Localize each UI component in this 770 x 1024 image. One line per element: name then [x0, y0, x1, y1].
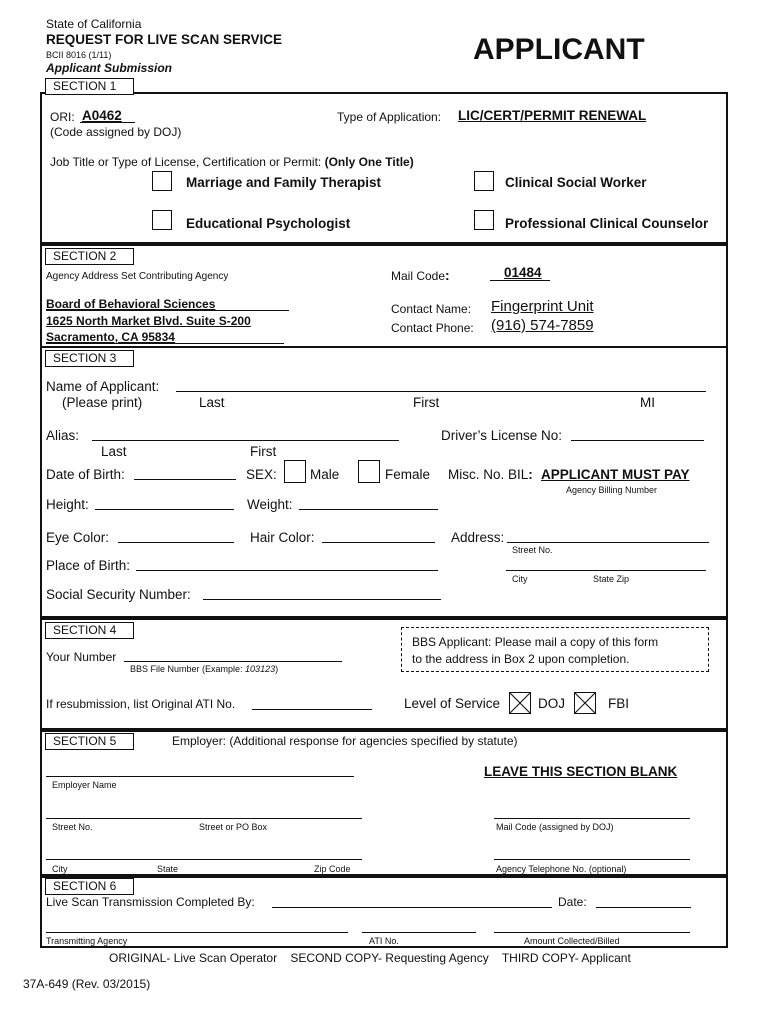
alias-label: Alias: [46, 428, 80, 443]
contact-name-label: Contact Name: [391, 302, 472, 316]
male-label: Male [310, 467, 340, 482]
agency-phone-field[interactable] [494, 859, 690, 860]
bbs-note-line-2: to the address in Box 2 upon completion. [412, 652, 630, 666]
mail-code-label: Mail Code: [391, 267, 450, 283]
copy-distribution: ORIGINAL- Live Scan Operator SECOND COPY- Requesting Agency THIRD COPY- Applicant [109, 951, 631, 965]
doj-label: DOJ [538, 696, 565, 711]
checkbox-fbi[interactable] [574, 692, 596, 714]
misc-number-label: Misc. No. BIL: [448, 467, 533, 482]
x-mark-icon [575, 693, 595, 713]
section-3-label: SECTION 3 [45, 350, 134, 367]
checkbox-male[interactable] [284, 460, 306, 483]
transmitting-agency-field[interactable] [46, 932, 348, 933]
checkbox-csw[interactable] [474, 171, 494, 191]
sex-label: SEX: [246, 467, 277, 482]
completed-by-field[interactable] [272, 907, 552, 908]
drivers-license-label: Driver’s License No: [441, 428, 563, 443]
section-5-label: SECTION 5 [45, 733, 134, 750]
alias-field[interactable] [92, 440, 399, 441]
level-of-service-label: Level of Service [404, 696, 501, 711]
agency-address-label: Agency Address Set Contributing Agency [46, 271, 229, 282]
checkbox-female[interactable] [358, 460, 380, 483]
hair-color-field[interactable] [322, 542, 435, 543]
drivers-license-field[interactable] [571, 440, 704, 441]
zip-code-label: Zip Code [314, 864, 351, 874]
job-title-note: (Only One Title) [324, 155, 414, 169]
mail-code-value[interactable]: 01484 [504, 265, 542, 280]
checkbox-doj[interactable] [509, 692, 531, 714]
fbi-label: FBI [608, 696, 630, 711]
checkbox-pcc[interactable] [474, 210, 494, 230]
applicant-name-label: Name of Applicant: [46, 379, 160, 394]
option-ep: Educational Psychologist [186, 216, 351, 231]
section-6-label: SECTION 6 [45, 878, 134, 895]
ori-value[interactable]: A0462 [82, 108, 122, 123]
place-of-birth-label: Place of Birth: [46, 558, 131, 573]
contact-phone-value[interactable]: (916) 574-7859 [491, 317, 594, 334]
section-1-label: SECTION 1 [45, 78, 134, 95]
option-csw: Clinical Social Worker [505, 175, 647, 190]
employer-note: Employer: (Additional response for agencies specified by statute) [172, 734, 518, 748]
dob-field[interactable] [134, 479, 236, 480]
applicant-name-note: (Please print) [62, 395, 143, 410]
job-title-label: Job Title or Type of License, Certification or Permit: (Only One Title) [50, 155, 414, 169]
section-4-label: SECTION 4 [45, 622, 134, 639]
copy-label: APPLICANT [473, 33, 645, 66]
amount-collected-label: Amount Collected/Billed [524, 936, 620, 946]
applicant-name-field[interactable] [176, 391, 706, 392]
weight-field[interactable] [299, 509, 438, 510]
eye-color-field[interactable] [118, 542, 234, 543]
section-2-label: SECTION 2 [45, 248, 134, 265]
form-code: BCII 8016 (1/11) [46, 50, 112, 60]
employer-street-field[interactable] [46, 818, 362, 819]
state-zip-label: State Zip [593, 574, 630, 584]
leave-blank-label: LEAVE THIS SECTION BLANK [484, 764, 678, 779]
weight-label: Weight: [247, 497, 293, 512]
state-label: State of California [46, 17, 142, 31]
option-pcc: Professional Clinical Counselor [505, 216, 709, 231]
your-number-field[interactable] [124, 661, 342, 662]
alias-last-label: Last [101, 444, 127, 459]
form-revision: 37A-649 (Rev. 03/2015) [23, 977, 151, 991]
contact-name-value[interactable]: Fingerprint Unit [491, 298, 594, 315]
street-po-label: Street or PO Box [199, 822, 268, 832]
mail-code-doj-label: Mail Code (assigned by DOJ) [496, 822, 614, 832]
agency-line-3: Sacramento, CA 95834 [46, 330, 175, 344]
employer-name-field[interactable] [46, 776, 354, 777]
resubmission-field[interactable] [252, 709, 372, 710]
ori-label: ORI: [50, 110, 75, 124]
bbs-note-line-1: BBS Applicant: Please mail a copy of this form [412, 635, 659, 649]
street-no-label-5: Street No. [52, 822, 93, 832]
place-of-birth-field[interactable] [136, 570, 438, 571]
resubmission-label: If resubmission, list Original ATI No. [46, 697, 236, 711]
mail-code-doj-field[interactable] [494, 818, 690, 819]
dob-label: Date of Birth: [46, 467, 125, 482]
ori-note: (Code assigned by DOJ) [50, 125, 182, 139]
amount-collected-field[interactable] [494, 932, 690, 933]
type-of-application-label: Type of Application: [337, 110, 442, 124]
ssn-label: Social Security Number: [46, 587, 191, 602]
female-label: Female [385, 467, 431, 482]
type-of-application-value[interactable]: LIC/CERT/PERMIT RENEWAL [458, 108, 647, 123]
ssn-field[interactable] [203, 599, 441, 600]
agency-line-2: 1625 North Market Blvd. Suite S-200 [46, 314, 251, 328]
height-label: Height: [46, 497, 89, 512]
completed-by-label: Live Scan Transmission Completed By: [46, 895, 255, 909]
checkbox-ep[interactable] [152, 210, 172, 230]
city-label: City [512, 574, 528, 584]
name-mi-label: MI [640, 395, 655, 410]
section-5-box [40, 730, 728, 876]
city-label-5: City [52, 864, 68, 874]
ati-number-field[interactable] [362, 932, 476, 933]
address-city-field[interactable] [506, 570, 706, 571]
hair-color-label: Hair Color: [250, 530, 315, 545]
x-mark-icon [510, 693, 530, 713]
ati-number-label: ATI No. [369, 936, 399, 946]
agency-line-1: Board of Behavioral Sciences [46, 297, 216, 311]
submission-label: Applicant Submission [46, 61, 173, 75]
address-street-field[interactable] [507, 542, 709, 543]
height-field[interactable] [95, 509, 234, 510]
state-label-5: State [157, 864, 179, 874]
employer-city-field[interactable] [46, 859, 362, 860]
transmitting-agency-label: Transmitting Agency [46, 936, 128, 946]
contact-phone-label: Contact Phone: [391, 321, 474, 335]
billing-number-label: Agency Billing Number [566, 485, 658, 495]
option-mft: Marriage and Family Therapist [186, 175, 382, 190]
bbs-file-label: BBS File Number (Example: 103123) [130, 664, 279, 674]
date-field[interactable] [596, 907, 691, 908]
address-label: Address: [451, 530, 505, 545]
name-last-label: Last [199, 395, 225, 410]
checkbox-mft[interactable] [152, 171, 172, 191]
eye-color-label: Eye Color: [46, 530, 110, 545]
your-number-label: Your Number [46, 650, 117, 664]
misc-number-value[interactable]: APPLICANT MUST PAY [541, 467, 690, 482]
street-no-label: Street No. [512, 545, 553, 555]
employer-name-label: Employer Name [52, 780, 117, 790]
form-title: REQUEST FOR LIVE SCAN SERVICE [46, 32, 283, 47]
date-label: Date: [558, 895, 587, 909]
name-first-label: First [413, 395, 440, 410]
agency-phone-label: Agency Telephone No. (optional) [496, 864, 627, 874]
alias-first-label: First [250, 444, 277, 459]
